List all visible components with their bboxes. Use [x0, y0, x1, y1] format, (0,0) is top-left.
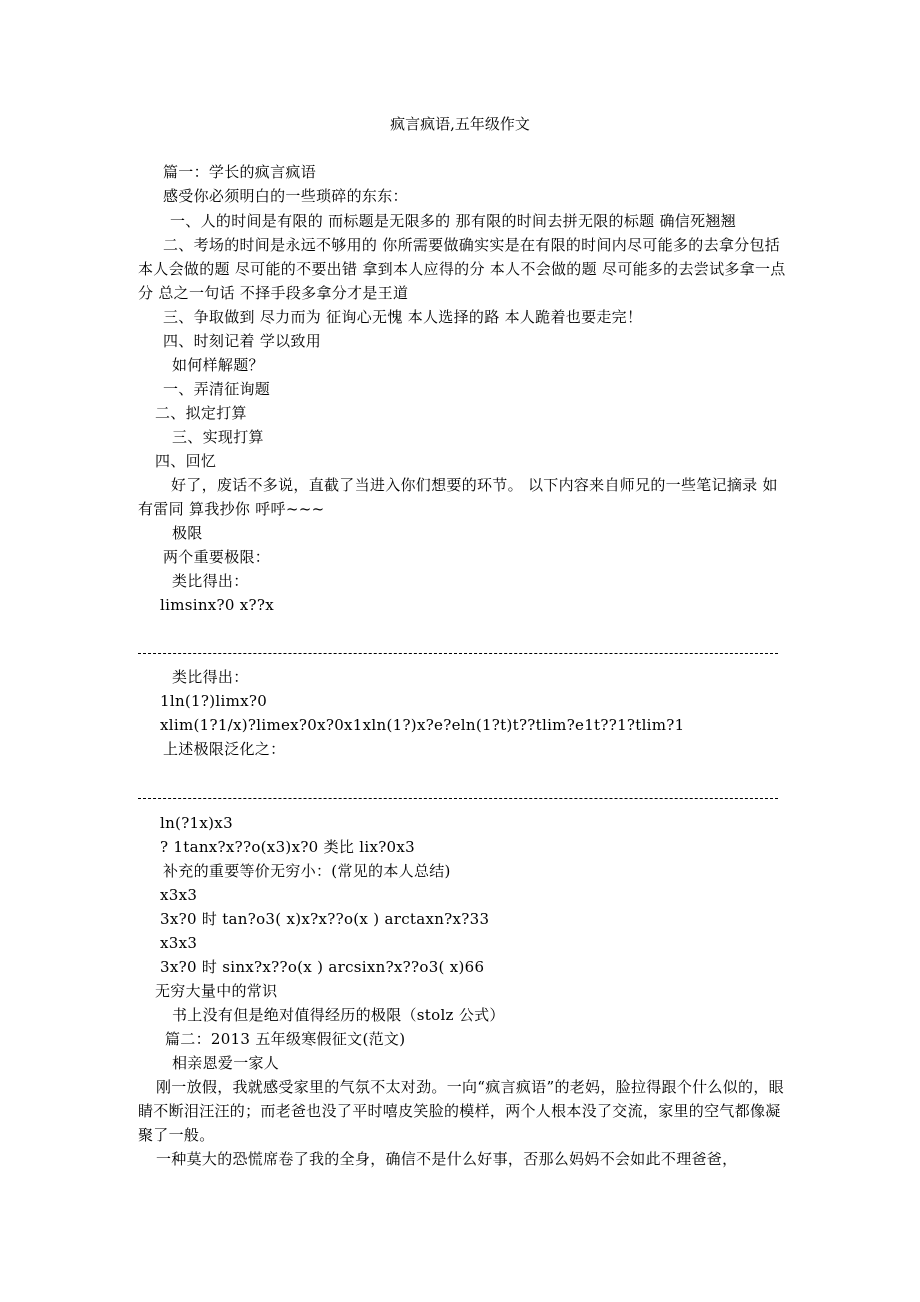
section-heading-1: 篇一：学长的疯言疯语: [163, 163, 317, 181]
formula-line: 3x?0 时 tan?o3( x)x?x??o(x ) arctaxn?x?33: [160, 910, 490, 928]
paragraph-line: 感受你必须明白的一些琐碎的东东：: [163, 187, 408, 205]
formula-line: xlim(1?1/x)?limex?0x?0x1xln(1?)x?e?eln(1?t)t??tlim?e1t??1?tlim?1: [160, 716, 685, 734]
paragraph-line: 如何样解题？: [172, 356, 264, 374]
dashed-divider: [138, 798, 778, 799]
paragraph-wrapped: 刚一放假，我就感受家里的气氛不太对劲。一向“疯言疯语”的老妈，脸拉得跟个什么似的，眼睛不断泪汪汪的；而老爸也没了平时嘻皮笑脸的模样，两个人根本没了交流，家里的空气都像凝聚了一般。: [138, 1078, 784, 1144]
paragraph-line: 三、争取做到 尽力而为 征询心无愧 本人选择的路 本人跪着也要走完！: [163, 308, 643, 326]
paragraph-line: 上述极限泛化之：: [163, 740, 286, 758]
paragraph-wrapped: 一种莫大的恐慌席卷了我的全身，确信不是什么好事，否那么妈妈不会如此不理爸爸，: [156, 1150, 738, 1168]
paragraph-line: 书上没有但是绝对值得经历的极限（stolz 公式）: [172, 1006, 505, 1024]
list-item: 一、弄清征询题: [163, 380, 271, 398]
section-heading-2: 篇二：2013 五年级寒假征文(范文): [165, 1030, 406, 1048]
formula-line: limsinx?0 x??x: [160, 596, 274, 614]
list-item: 三、实现打算: [172, 428, 264, 446]
formula-line: ln(?1x)x3: [160, 814, 233, 832]
paragraph-wrapped: 二、考场的时间是永远不够用的 你所需要做确实实是在有限的时间内尽可能多的去拿分包括本人会做的题 尽可能的不要出错 拿到本人应得的分 本人不会做的题 尽可能多的去尝试多拿一点分 总之一句话 不择手段多拿分才是王道: [138, 236, 786, 302]
list-item: 四、回忆: [155, 452, 217, 470]
paragraph-line: 一、人的时间是有限的 而标题是无限多的 那有限的时间去拼无限的标题 确信死翘翘: [170, 212, 737, 230]
formula-line: 3x?0 时 sinx?x??o(x ) arcsixn?x??o3( x)66: [160, 958, 485, 976]
paragraph-line: 极限: [172, 524, 203, 542]
paragraph-line: 四、时刻记着 学以致用: [163, 332, 322, 350]
formula-line: ? 1tanx?x??o(x3)x?0 类比 lix?0x3: [160, 838, 415, 856]
formula-line: x3x3: [160, 934, 198, 952]
list-item: 二、拟定打算: [155, 404, 247, 422]
essay-title: 相亲恩爱一家人: [172, 1054, 280, 1072]
paragraph-line: 补充的重要等价无穷小：(常见的本人总结): [163, 862, 451, 880]
paragraph-line: 类比得出：: [172, 572, 249, 590]
formula-line: 1ln(1?)limx?0: [160, 692, 268, 710]
paragraph-wrapped: 好了，废话不多说，直截了当进入你们想要的环节。 以下内容来自师兄的一些笔记摘录 如有雷同 算我抄你 呼呼~~~: [138, 476, 778, 518]
paragraph-line: 两个重要极限：: [163, 548, 271, 566]
dashed-divider: [138, 653, 778, 654]
document-title: 疯言疯语,五年级作文: [390, 115, 530, 133]
paragraph-line: 类比得出：: [172, 668, 249, 686]
formula-line: x3x3: [160, 886, 198, 904]
paragraph-line: 无穷大量中的常识: [155, 982, 278, 1000]
